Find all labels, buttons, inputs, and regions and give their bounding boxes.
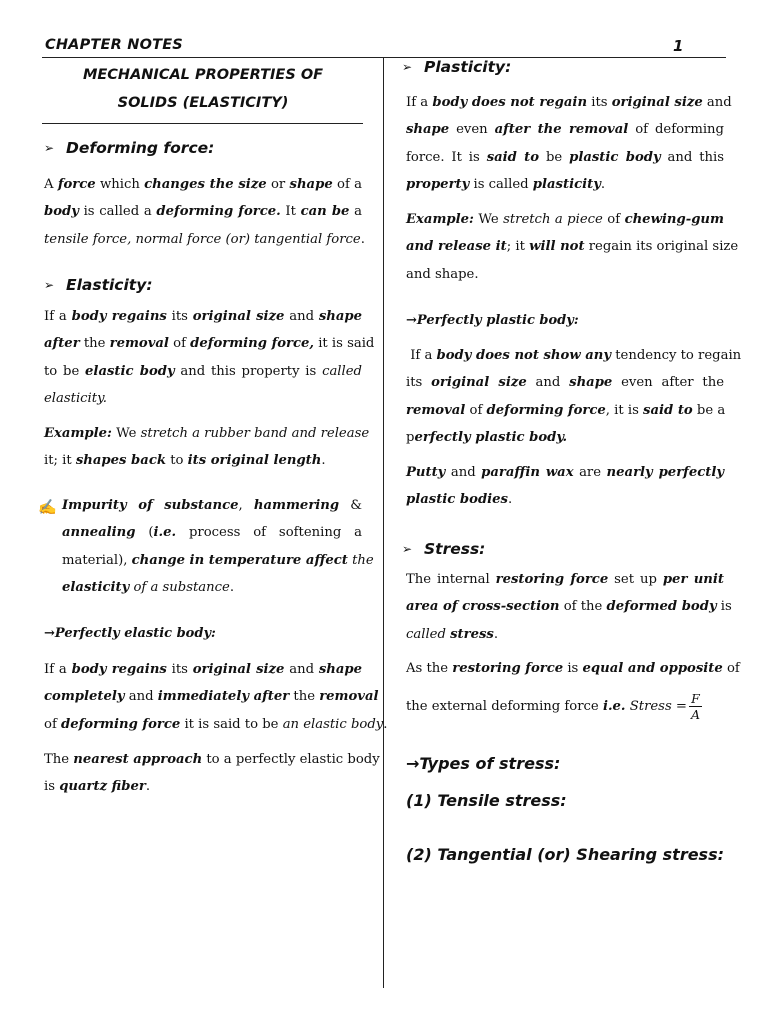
pen-note-icon: ✍ <box>38 498 57 516</box>
text-line: A force which changes the size or shape of a <box>44 177 362 192</box>
text-line: The internal restoring force set up per unit <box>406 572 724 587</box>
para-deforming-force <box>44 171 365 253</box>
text-line: it; it shapes back to its original length. <box>44 453 326 469</box>
text-line: Example: We stretch a piece of chewing-gum <box>406 212 724 227</box>
text-line: As the restoring force is equal and opposite of <box>406 661 740 676</box>
subheading-perfectly-elastic: →Perfectly elastic body: <box>44 626 216 641</box>
arrow-icon: → <box>406 754 420 773</box>
bullet-arrow-icon: ➢ <box>44 278 55 292</box>
page-number: 1 <box>673 37 684 55</box>
example-plasticity <box>406 206 739 288</box>
text-line: If a body regains its original size and shape <box>44 662 363 677</box>
text-line: elasticity of a substance. <box>62 580 235 596</box>
text-line: The nearest approach to a perfectly elastic body <box>44 752 380 767</box>
heading-deforming-force: ➢ Deforming force: <box>44 139 215 157</box>
arrow-icon: → <box>406 313 417 328</box>
text-line: and shape. <box>406 266 479 282</box>
text-line: plastic bodies. <box>406 492 513 508</box>
chapter-title <box>44 61 362 117</box>
para-putty-paraffin <box>406 459 724 514</box>
chapter-title-line-2: SOLIDS (ELASTICITY) <box>117 95 289 111</box>
text-line: body is called a deforming force. It can be a <box>44 204 362 220</box>
note-impurity <box>62 492 374 602</box>
example-elasticity <box>44 420 370 475</box>
text-line: shape even after the removal of deforming <box>406 122 724 138</box>
text-line: the external deforming force i.e. Stress = $\frac{F}{A}$ <box>406 691 700 723</box>
bullet-arrow-icon: ➢ <box>402 542 413 556</box>
stress-formula-label: Stress = <box>629 699 687 715</box>
heading-stress: ➢ Stress: <box>402 540 486 558</box>
text-line: annealing (i.e. process of softening a <box>62 525 362 541</box>
subheading-perfectly-plastic: →Perfectly plastic body: <box>406 313 579 328</box>
formula-numerator: F <box>689 691 702 707</box>
heading-elasticity: ➢ Elasticity: <box>44 276 153 294</box>
text-line: completely and immediately after the removal <box>44 689 379 705</box>
header-title: CHAPTER NOTES <box>45 37 183 53</box>
column-divider <box>383 58 384 988</box>
text-line: area of cross-section of the deformed body is <box>406 599 732 615</box>
para-perfectly-plastic <box>406 342 742 452</box>
text-line: tensile force, normal force (or) tangential force. <box>44 231 365 247</box>
text-line: If a body does not show any tendency to regain <box>406 348 742 363</box>
text-line: Example: We stretch a rubber band and release <box>44 426 370 441</box>
heading-types-of-stress: →Types of stress: <box>406 754 561 773</box>
bullet-arrow-icon: ➢ <box>402 60 413 74</box>
para-perfectly-elastic <box>44 656 388 738</box>
text-line: elasticity. <box>44 391 107 407</box>
text-line: perfectly plastic body. <box>406 430 568 446</box>
para-nearest-approach <box>44 746 380 801</box>
stress-formula-fraction <box>689 691 702 722</box>
text-line: after the removal of deforming force, it is said <box>44 336 375 352</box>
text-line: material), change in temperature affect the <box>62 552 374 568</box>
para-plasticity <box>406 89 732 199</box>
arrow-icon: → <box>44 626 55 641</box>
text-line: its original size and shape even after the <box>406 375 725 391</box>
para-restoring-force <box>406 655 740 723</box>
title-rule <box>42 123 363 124</box>
text-line: removal of deforming force, it is said to be a <box>406 402 726 418</box>
heading-shearing-stress: (2) Tangential (or) Shearing stress: <box>406 845 724 864</box>
text-line: called stress. <box>406 626 499 642</box>
text-line: If a body does not regain its original size and <box>406 95 732 110</box>
text-line: of deforming force it is said to be an elastic body. <box>44 716 388 732</box>
text-line: to be elastic body and this property is called <box>44 363 362 379</box>
bullet-arrow-icon: ➢ <box>44 141 55 155</box>
chapter-title-line-1: MECHANICAL PROPERTIES OF <box>82 67 324 83</box>
text-line: If a body regains its original size and shape <box>44 309 363 324</box>
text-line: is quartz fiber. <box>44 779 151 795</box>
text-line: and release it; it will not regain its original size <box>406 239 739 255</box>
text-line: force. It is said to be plastic body and this <box>406 149 724 165</box>
para-stress <box>406 566 732 648</box>
para-elasticity <box>44 303 375 413</box>
formula-denominator: A <box>690 707 700 723</box>
heading-tensile-stress: (1) Tensile stress: <box>406 791 567 810</box>
text-line: Impurity of substance, hammering & <box>62 498 362 513</box>
header-rule <box>42 57 726 58</box>
text-line: Putty and paraffin wax are nearly perfectly <box>406 465 724 480</box>
text-line: property is called plasticity. <box>406 177 606 193</box>
heading-plasticity: ➢ Plasticity: <box>402 58 512 76</box>
